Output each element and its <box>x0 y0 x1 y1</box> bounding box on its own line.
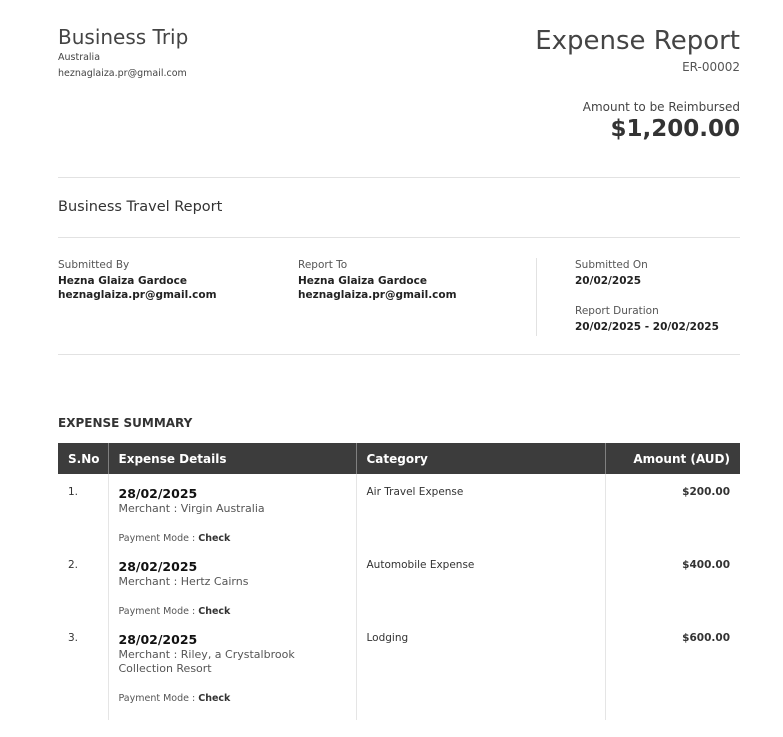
payment-mode-value: Check <box>198 693 231 704</box>
reimburse-label: Amount to be Reimbursed <box>582 100 740 114</box>
payment-mode-value: Check <box>198 606 231 617</box>
expense-date: 28/02/2025 <box>118 486 198 501</box>
row-sno: 3. <box>68 632 79 644</box>
divider <box>58 177 740 178</box>
table-row <box>58 547 740 620</box>
organization-country: Australia <box>58 52 101 63</box>
report-to-label: Report To <box>298 259 348 271</box>
divider <box>58 354 740 355</box>
row-expense-details <box>108 547 356 620</box>
row-sno: 2. <box>68 559 79 571</box>
expense-merchant: Merchant : Riley, a Crystalbrook Collection Resort <box>118 648 295 675</box>
submitted-by-email: heznaglaiza.pr@gmail.com <box>58 289 217 301</box>
payment-mode-value: Check <box>198 533 231 544</box>
row-amount: $200.00 <box>605 474 740 547</box>
expense-report-page <box>58 0 740 704</box>
column-header-category: Category <box>356 443 605 474</box>
document-title: Expense Report <box>535 26 740 56</box>
organization-email: heznaglaiza.pr@gmail.com <box>58 68 187 79</box>
row-expense-details <box>108 620 356 720</box>
row-amount: $400.00 <box>605 547 740 620</box>
payment-mode-label: Payment Mode : <box>118 533 199 544</box>
payment-mode <box>119 533 346 544</box>
expense-merchant: Merchant : Virgin Australia <box>118 502 265 515</box>
expense-merchant: Merchant : Hertz Cairns <box>118 575 249 588</box>
payment-mode <box>119 693 346 704</box>
column-header-sno: S.No <box>58 443 108 474</box>
submitted-on-label: Submitted On <box>575 259 648 271</box>
row-category: Automobile Expense <box>356 547 605 620</box>
column-header-amount: Amount (AUD) <box>605 443 740 474</box>
expense-summary-table <box>58 443 740 720</box>
row-sno: 1. <box>68 486 79 498</box>
expense-summary-title: EXPENSE SUMMARY <box>58 416 193 430</box>
report-duration-value: 20/02/2025 - 20/02/2025 <box>575 321 719 333</box>
payment-mode-label: Payment Mode : <box>118 693 199 704</box>
row-expense-details <box>108 474 356 547</box>
expense-date: 28/02/2025 <box>118 632 198 647</box>
payment-mode-label: Payment Mode : <box>118 606 199 617</box>
payment-mode <box>119 606 346 617</box>
reimburse-amount: $1,200.00 <box>610 116 740 142</box>
column-header-expense-details: Expense Details <box>108 443 356 474</box>
table-row <box>58 474 740 547</box>
submitted-on-value: 20/02/2025 <box>575 275 642 287</box>
organization-name: Business Trip <box>58 25 189 49</box>
report-title: Business Travel Report <box>58 199 223 215</box>
report-to-name: Hezna Glaiza Gardoce <box>298 275 427 287</box>
expense-date: 28/02/2025 <box>118 559 198 574</box>
document-number: ER-00002 <box>682 60 740 74</box>
info-separator <box>536 258 537 336</box>
submitted-by-name: Hezna Glaiza Gardoce <box>58 275 187 287</box>
row-category: Air Travel Expense <box>356 474 605 547</box>
report-header <box>58 0 740 178</box>
report-to-email: heznaglaiza.pr@gmail.com <box>298 289 457 301</box>
row-amount: $600.00 <box>605 620 740 720</box>
submitted-by-label: Submitted By <box>58 259 130 271</box>
report-duration-label: Report Duration <box>575 305 659 317</box>
row-category: Lodging <box>356 620 605 720</box>
table-header-row <box>58 443 740 474</box>
table-row <box>58 620 740 720</box>
divider <box>58 237 740 238</box>
